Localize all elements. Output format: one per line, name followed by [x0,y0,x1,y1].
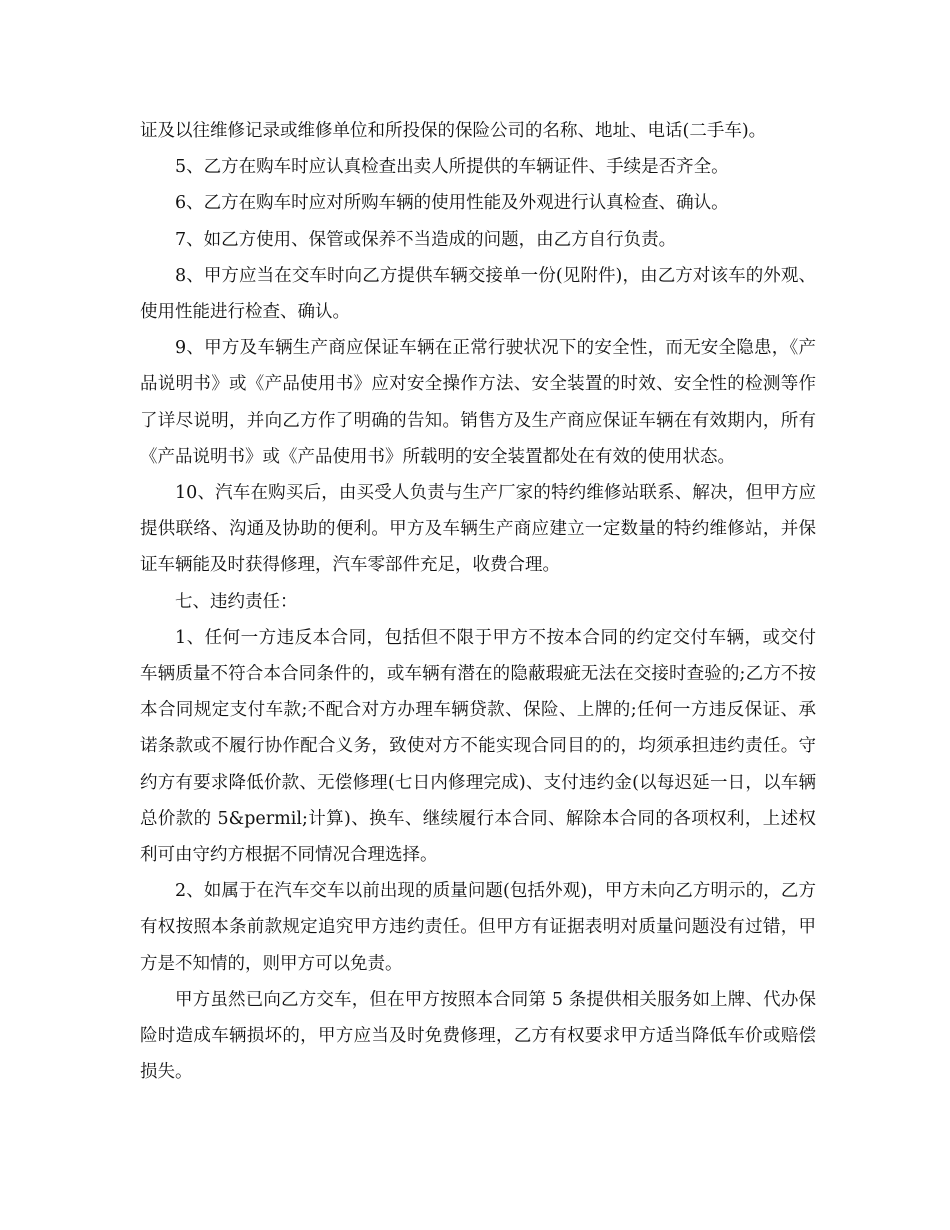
paragraph-item-10: 10、汽车在购买后，由买受人负责与生产厂家的特约维修站联系、解决，但甲方应提供联络、沟通及协助的便利。甲方及车辆生产商应建立一定数量的特约维修站，并保证车辆能及时获得修理，汽车零部件充足，收费合理。 [140,483,816,576]
paragraph-continuation: 证及以往维修记录或维修单位和所投保的保险公司的名称、地址、电话(二手车)。 [140,121,767,141]
paragraph-breach-2: 2、如属于在汽车交车以前出现的质量问题(包括外观)，甲方未向乙方明示的，乙方有权按照本条前款规定追究甲方违约责任。但甲方有证据表明对质量问题没有过错，甲方是不知情的，则甲方可以免责。 [140,881,816,974]
paragraph-breach-1: 1、任何一方违反本合同，包括但不限于甲方不按本合同的约定交付车辆，或交付车辆质量不符合本合同条件的，或车辆有潜在的隐蔽瑕疵无法在交接时查验的;乙方不按本合同规定支付车款;不配合对方办理车辆贷款、保险、上牌的;任何一方违反保证、承诺条款或不履行协作配合义务，致使对方不能实现合同目的的，均须承担违约责任。守约方有要求降低价款、无偿修理(七日内修理完成)、支付违约金(以每迟延一日，以车辆总价款的 5&permil;计算)、换车、继续履行本合同、解除本合同的各项权利，上述权利可由守约方根据不同情况合理选择。 [140,627,816,866]
document-body [140,113,816,1090]
section-heading-breach: 七、违约责任： [175,591,298,612]
paragraph-item-5: 5、乙方在购车时应认真检查出卖人所提供的车辆证件、手续是否齐全。 [175,157,729,178]
paragraph-item-6: 6、乙方在购车时应对所购车辆的使用性能及外观进行认真检查、确认。 [175,193,729,214]
paragraph-item-8: 8、甲方应当在交车时向乙方提供车辆交接单一份(见附件)，由乙方对该车的外观、使用性能进行检查、确认。 [140,265,816,323]
paragraph-item-7: 7、如乙方使用、保管或保养不当造成的问题，由乙方自行负责。 [175,229,677,250]
paragraph-breach-3: 甲方虽然已向乙方交车，但在甲方按照本合同第 5 条提供相关服务如上牌、代办保险时造成车辆损坏的，甲方应当及时免费修理，乙方有权要求甲方适当降低车价或赔偿损失。 [140,989,816,1083]
paragraph-item-9: 9、甲方及车辆生产商应保证车辆在正常行驶状况下的安全性，而无安全隐患，《产品说明书》或《产品使用书》应对安全操作方法、安全装置的时效、安全性的检测等作了详尽说明，并向乙方作了明确的告知。销售方及生产商应保证车辆在有效期内，所有《产品说明书》或《产品使用书》所载明的安全装置都处在有效的使用状态。 [140,338,816,467]
